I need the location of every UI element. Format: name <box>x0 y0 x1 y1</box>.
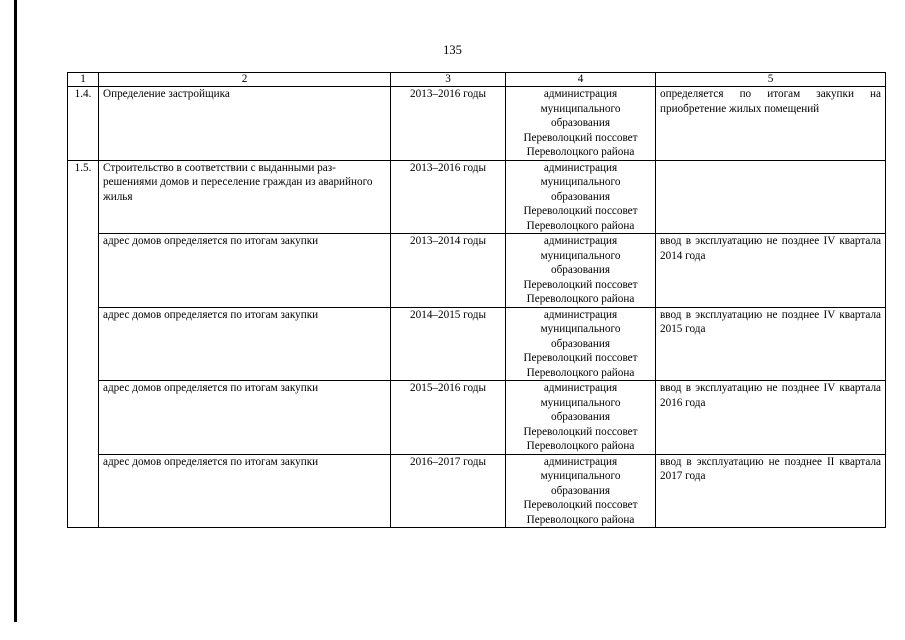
row-number-cell: 1.4. <box>68 87 99 161</box>
table-row <box>68 87 886 161</box>
responsible-line: муниципального <box>540 323 621 335</box>
responsible-line: администрация <box>543 382 618 394</box>
responsible-line: образования <box>550 337 610 350</box>
period-cell: 2016–2017 годы <box>391 454 506 528</box>
responsible-cell <box>506 454 656 528</box>
table-header-row <box>68 73 886 87</box>
responsible-line: образования <box>550 117 610 129</box>
responsible-line: Переволоцкий поссовет <box>523 499 638 511</box>
responsible-line: администрация <box>543 235 618 247</box>
table-row <box>68 454 886 528</box>
responsible-cell <box>506 234 656 308</box>
period-cell: 2013–2014 годы <box>391 234 506 308</box>
result-cell: ввод в эксплуатацию не позднее IV квартала 2016 года <box>656 381 886 455</box>
header-cell: 1 <box>68 73 99 87</box>
header-cell: 3 <box>391 73 506 87</box>
binding-margin-line <box>14 0 17 622</box>
responsible-line: Переволоцкого района <box>526 366 635 379</box>
responsible-line: Переволоцкого района <box>526 513 635 526</box>
result-cell: ввод в эксплуатацию не позднее IV квартала 2015 года <box>656 307 886 381</box>
responsible-line: Переволоцкий поссовет <box>523 425 638 438</box>
responsible-line: Переволоцкий поссовет <box>523 205 638 217</box>
period-cell: 2013–2016 годы <box>391 160 506 234</box>
period-cell: 2014–2015 годы <box>391 307 506 381</box>
responsible-line: образования <box>550 190 610 203</box>
row-number-cell: 1.5. <box>68 160 99 528</box>
table-row <box>68 381 886 455</box>
program-table <box>67 72 886 528</box>
responsible-cell <box>506 87 656 161</box>
responsible-line: администрация <box>543 161 618 174</box>
responsible-line: образования <box>550 484 610 497</box>
responsible-line: Переволоцкого района <box>526 146 635 158</box>
header-cell: 2 <box>99 73 391 87</box>
responsible-cell <box>506 381 656 455</box>
result-cell: определяется по итогам закупки на приобретение жилых помещений <box>656 87 886 161</box>
result-cell: ввод в эксплуатацию не позднее II квартала 2017 года <box>656 454 886 528</box>
table-row <box>68 234 886 308</box>
result-cell: ввод в эксплуатацию не позднее IV квартала 2014 года <box>656 234 886 308</box>
activity-cell: адрес домов определяется по итогам закупки <box>99 454 391 528</box>
responsible-line: Переволоцкого района <box>526 293 635 305</box>
responsible-line: Переволоцкого района <box>526 219 635 232</box>
period-cell: 2015–2016 годы <box>391 381 506 455</box>
header-cell: 4 <box>506 73 656 87</box>
header-cell: 5 <box>656 73 886 87</box>
activity-cell: адрес домов определяется по итогам закупки <box>99 381 391 455</box>
responsible-line: муниципального <box>540 396 621 409</box>
result-cell <box>656 160 886 234</box>
responsible-line: образования <box>550 411 610 423</box>
responsible-line: муниципального <box>540 176 621 188</box>
responsible-line: администрация <box>543 88 618 100</box>
activity-cell: Строительство в соответствии с выданными разрешениями домов и переселение граждан из аварийного жилья <box>99 160 391 234</box>
period-cell: 2013–2016 годы <box>391 87 506 161</box>
activity-cell: Определение застройщика <box>99 87 391 161</box>
table-row <box>68 160 886 234</box>
activity-cell: адрес домов определяется по итогам закупки <box>99 234 391 308</box>
responsible-line: Переволоцкого района <box>526 440 635 452</box>
responsible-line: Переволоцкий поссовет <box>523 278 638 291</box>
responsible-line: муниципального <box>540 249 621 262</box>
activity-cell: адрес домов определяется по итогам закупки <box>99 307 391 381</box>
responsible-line: Переволоцкий поссовет <box>523 352 638 364</box>
responsible-line: муниципального <box>540 470 621 482</box>
page-number: 135 <box>443 43 462 57</box>
responsible-cell <box>506 307 656 381</box>
table-row <box>68 307 886 381</box>
responsible-line: Переволоцкий поссовет <box>523 131 638 144</box>
responsible-line: администрация <box>543 455 618 468</box>
responsible-cell <box>506 160 656 234</box>
responsible-line: муниципального <box>540 102 621 115</box>
responsible-line: администрация <box>543 308 618 321</box>
responsible-line: образования <box>550 264 610 276</box>
